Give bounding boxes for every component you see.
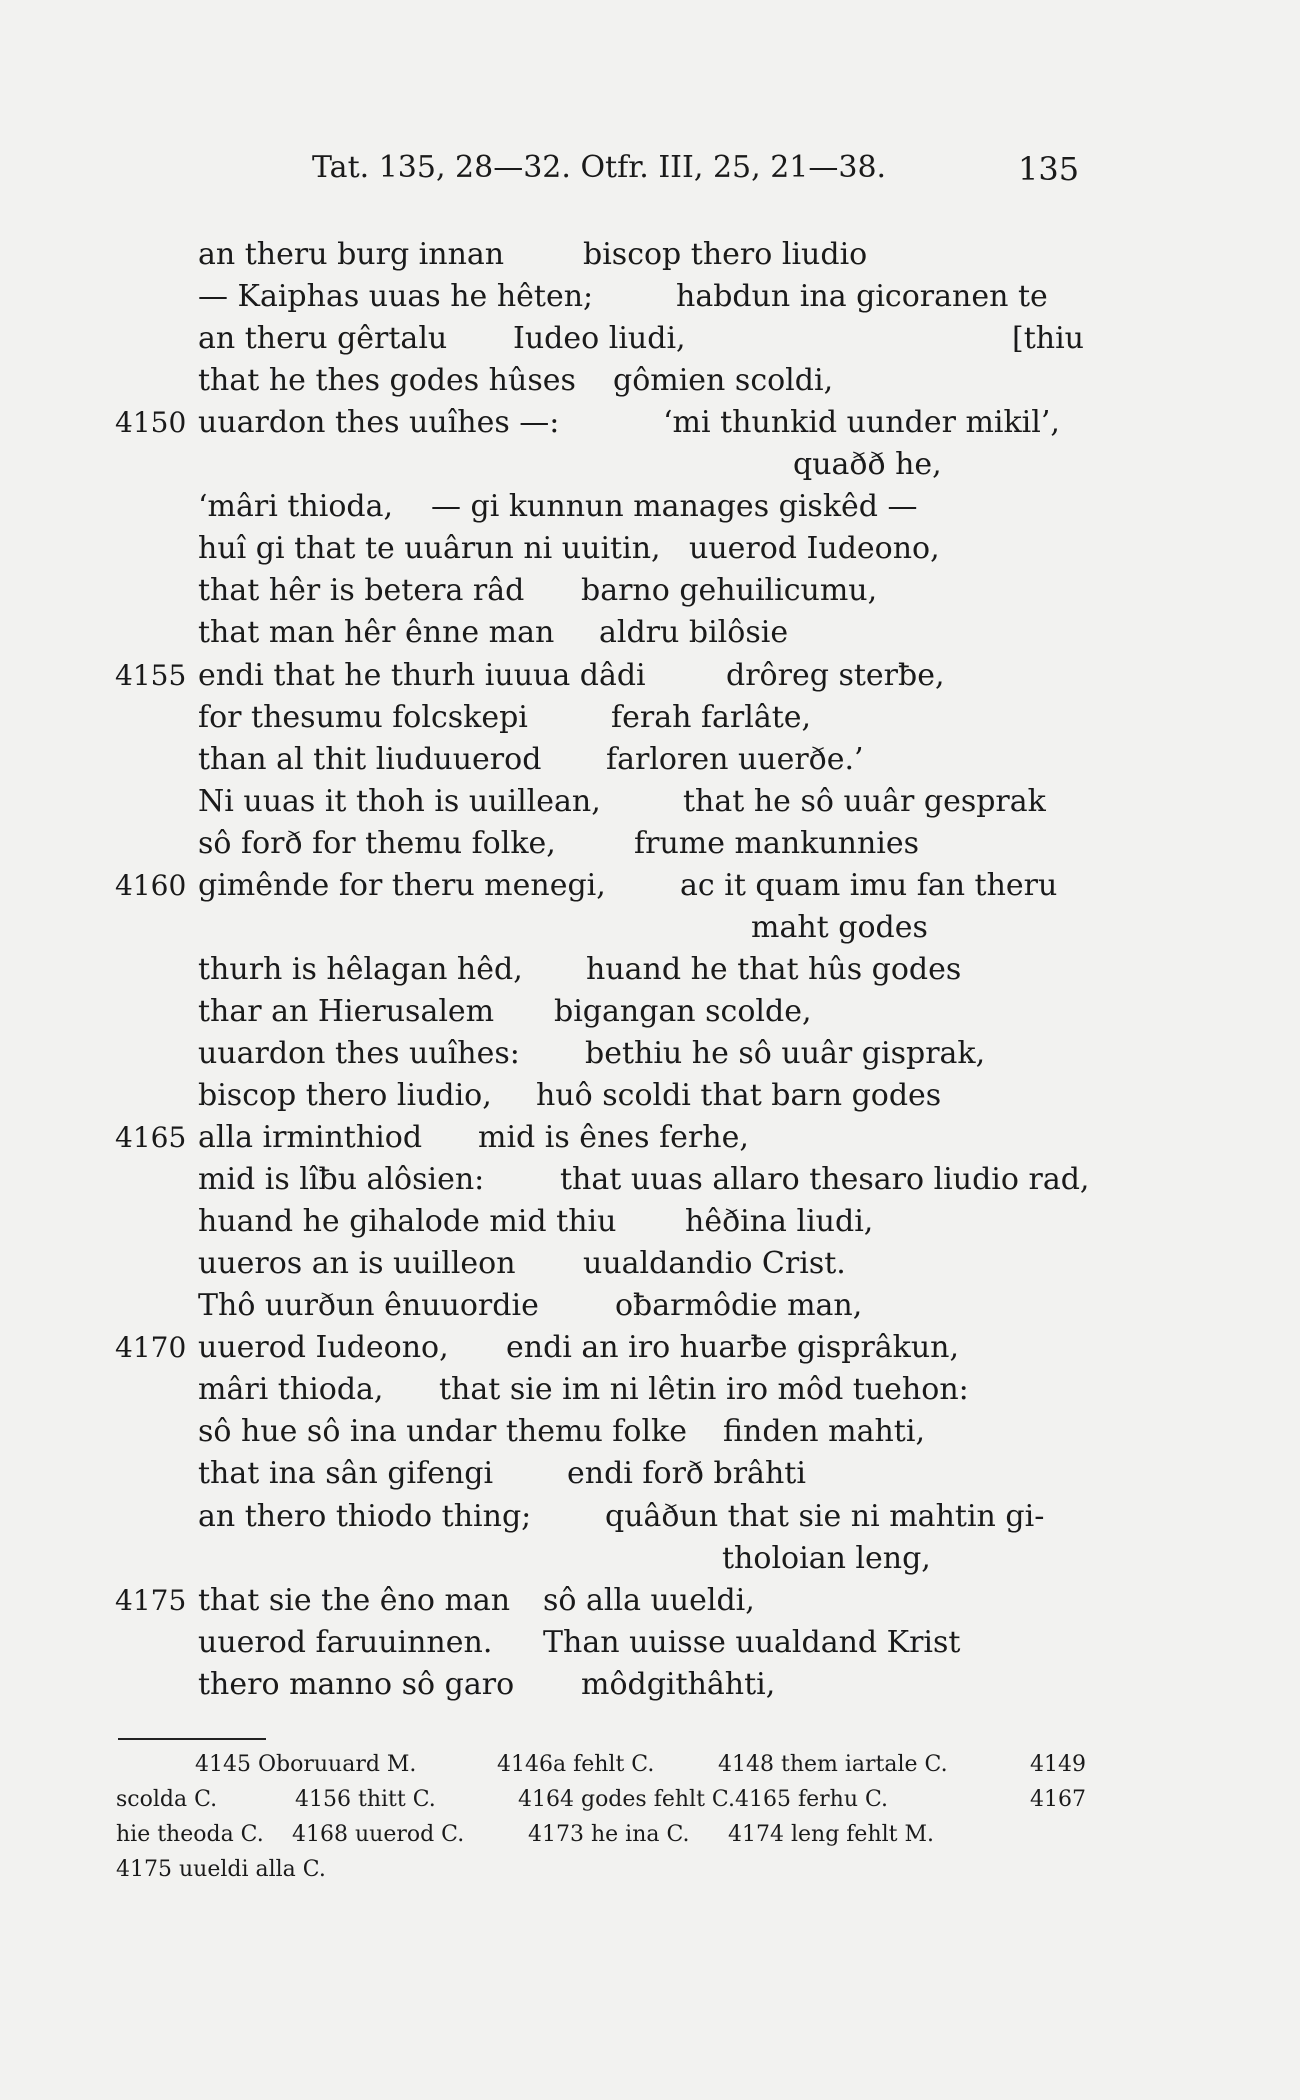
verse-second-half: biscop thero liudio	[583, 237, 868, 272]
verse-second-half: Than uuisse uualdand Krist	[543, 1624, 961, 1660]
footnote-line	[0, 1853, 1300, 1887]
verse-line	[0, 908, 1300, 948]
verse-second-half: bigangan scolde,	[554, 993, 812, 1029]
verse-first-half: Ni uuas it thoh is uuillean,	[198, 783, 601, 819]
verse-line	[0, 235, 1300, 275]
verse-second-half: ferah farlâte,	[611, 699, 812, 735]
verse-line	[0, 1076, 1300, 1116]
footnote-entry: 4167	[1030, 1787, 1086, 1812]
verse-line	[0, 319, 1300, 359]
verse-line	[0, 992, 1300, 1032]
verse-second-half: that uuas allaro thesaro liudio rad,	[560, 1162, 1090, 1198]
verse-second-half: endi forð brâhti	[567, 1456, 806, 1492]
verse-second-half: drôreg sterƀe,	[726, 657, 945, 693]
verse-first-half: ‘mâri thioda,	[198, 489, 393, 525]
verse-second-half: hêðina liudi,	[685, 1204, 874, 1240]
footnote-line	[0, 1783, 1300, 1817]
verse-line	[0, 1497, 1300, 1537]
verse-first-half: endi that he thurh iuuua dâdi	[198, 657, 646, 693]
verse-second-half: uualdandio Crist.	[583, 1246, 846, 1282]
verse-first-half: sô hue sô ina undar themu folke	[198, 1414, 687, 1450]
verse-line	[0, 824, 1300, 864]
verse-first-half: huand he gihalode mid thiu	[198, 1204, 617, 1240]
verse-second-half: bethiu he sô uuâr gisprak,	[585, 1035, 986, 1071]
verse-first-half: gimênde for theru menegi,	[198, 867, 606, 903]
verse-line	[0, 403, 1300, 443]
verse-first-half: mid is lîƀu alôsien:	[198, 1162, 485, 1198]
footnote-entry: 4145 Oboruuard M.	[195, 1752, 417, 1777]
verse-first-half: huî gi that te uuârun ni uuitin,	[198, 531, 661, 567]
verse-second-half: — gi kunnun manages giskêd —	[431, 489, 918, 525]
verse-line	[0, 1328, 1300, 1368]
verse-first-half: uuerod faruuinnen.	[198, 1624, 493, 1660]
footnote-entry: 4168 uuerod C.	[292, 1822, 465, 1847]
verse-second-half: farloren uuerðe.’	[606, 741, 864, 777]
verse-second-half: gômien scoldi,	[613, 363, 834, 399]
verse-second-half: huô scoldi that barn godes	[536, 1078, 942, 1113]
verse-line	[0, 571, 1300, 611]
verse-line	[0, 361, 1300, 401]
verse-first-half: that ina sân gifengi	[198, 1456, 494, 1492]
verse-line	[0, 740, 1300, 780]
verse-first-half: that sie the êno man	[198, 1582, 511, 1618]
footnote-entry: 4164 godes fehlt C.	[518, 1787, 735, 1812]
verse-first-half: uuardon thes uuîhes —:	[198, 405, 560, 441]
verse-line	[0, 1623, 1300, 1663]
verse-second-half: that sie im ni lêtin iro môd tuehon:	[439, 1372, 969, 1408]
verse-first-half: uuardon thes uuîhes:	[198, 1035, 520, 1071]
line-number: 4165	[115, 1121, 187, 1155]
verse-second-half: habdun ina gicoranen te	[676, 279, 1048, 315]
line-number: 4155	[115, 658, 187, 692]
verse-line	[0, 277, 1300, 317]
verse-first-half: uuerod Iudeono,	[198, 1330, 449, 1366]
verse-first-half: for thesumu folcskepi	[198, 699, 528, 735]
verse-first-half: an thero thiodo thing;	[198, 1498, 532, 1534]
footnote-entry: 4146a fehlt C.	[497, 1752, 655, 1777]
verse-line	[0, 1118, 1300, 1158]
verse-second-half: maht godes	[751, 909, 928, 945]
verse-second-half: huand he that hûs godes	[586, 951, 962, 987]
verse-line	[0, 1581, 1300, 1621]
verse-second-half: quaðð he,	[793, 447, 942, 483]
verse-second-half: barno gehuilicumu,	[581, 573, 878, 609]
verse-second-half: uuerod Iudeono,	[689, 531, 940, 567]
verse-line	[0, 1412, 1300, 1452]
verse-first-half: — Kaiphas uuas he hêten;	[198, 279, 594, 315]
verse-line	[0, 656, 1300, 696]
verse-first-half: mâri thioda,	[198, 1372, 384, 1408]
verse-second-half: aldru bilôsie	[599, 615, 789, 651]
verse-line	[0, 1539, 1300, 1579]
footnote-entry: 4149	[1030, 1752, 1086, 1777]
verse-line	[0, 613, 1300, 653]
footnote-entry: 4175 uueldi alla C.	[116, 1857, 326, 1882]
verse-second-half: ‘mi thunkid uunder mikil’,	[663, 405, 1060, 441]
verse-second-half: frume mankunnies	[634, 825, 920, 861]
verse-first-half: an theru burg innan	[198, 237, 505, 272]
verse-second-half: quâðun that sie ni mahtin gi-	[605, 1498, 1045, 1534]
verse-second-half: oƀarmôdie man,	[615, 1288, 863, 1324]
verse-second-half: endi an iro huarƀe gisprâkun,	[506, 1330, 960, 1366]
verse-second-half: Iudeo liudi,	[513, 321, 686, 357]
verse-first-half: that hêr is betera râd	[198, 573, 525, 609]
footnote-line	[0, 1818, 1300, 1852]
verse-second-half: finden mahti,	[723, 1414, 925, 1450]
line-number: 4175	[115, 1583, 187, 1617]
verse-second-half: ac it quam imu fan theru	[680, 867, 1058, 903]
footnote-entry: hie theoda C.	[116, 1822, 264, 1847]
footnote-entry: 4165 ferhu C.	[735, 1787, 889, 1812]
verse-line	[0, 1160, 1300, 1200]
verse-first-half: that he thes godes hûses	[198, 363, 576, 399]
verse-second-half: that he sô uuâr gesprak	[683, 783, 1046, 819]
footnote-rule	[118, 1738, 266, 1740]
verse-first-half: uueros an is uuilleon	[198, 1246, 516, 1282]
verse-line	[0, 1665, 1300, 1705]
line-number: 4150	[115, 406, 187, 440]
footnote-entry: 4174 leng fehlt M.	[728, 1822, 935, 1847]
verse-first-half: sô forð for themu folke,	[198, 825, 556, 861]
verse-line	[0, 1244, 1300, 1284]
verse-second-half: môdgithâhti,	[581, 1666, 776, 1702]
verse-line	[0, 1202, 1300, 1242]
verse-line	[0, 698, 1300, 738]
verse-line	[0, 529, 1300, 569]
verse-second-half: sô alla uueldi,	[543, 1582, 755, 1618]
footnote-entry: 4148 them iartale C.	[718, 1752, 948, 1777]
verse-line	[0, 782, 1300, 822]
verse-first-half: biscop thero liudio,	[198, 1078, 492, 1113]
verse-carryover: [thiu	[1012, 321, 1084, 357]
footnote-entry: 4156 thitt C.	[295, 1787, 436, 1812]
verse-first-half: thero manno sô garo	[198, 1666, 515, 1702]
verse-first-half: thurh is hêlagan hêd,	[198, 951, 523, 987]
footnote-entry: 4173 he ina C.	[528, 1822, 690, 1847]
verse-second-half: mid is ênes ferhe,	[478, 1120, 749, 1156]
verse-first-half: an theru gêrtalu	[198, 321, 448, 357]
running-header: Tat. 135, 28—32. Otfr. III, 25, 21—38.	[312, 150, 887, 185]
verse-line	[0, 445, 1300, 485]
verse-line	[0, 1034, 1300, 1074]
verse-second-half: tholoian leng,	[722, 1540, 931, 1576]
verse-line	[0, 950, 1300, 990]
verse-line	[0, 1370, 1300, 1410]
verse-first-half: alla irminthiod	[198, 1120, 423, 1156]
verse-line	[0, 866, 1300, 906]
verse-first-half: thar an Hierusalem	[198, 993, 495, 1029]
page-number: 135	[1018, 150, 1080, 188]
verse-first-half: than al thit liuduuerod	[198, 741, 542, 777]
line-number: 4170	[115, 1331, 187, 1365]
footnote-line	[0, 1748, 1300, 1782]
verse-line	[0, 1286, 1300, 1326]
footnote-entry: scolda C.	[116, 1787, 218, 1812]
verse-line	[0, 487, 1300, 527]
verse-first-half: that man hêr ênne man	[198, 615, 555, 651]
line-number: 4160	[115, 868, 187, 902]
verse-line	[0, 1454, 1300, 1494]
verse-first-half: Thô uurðun ênuuordie	[198, 1288, 539, 1324]
